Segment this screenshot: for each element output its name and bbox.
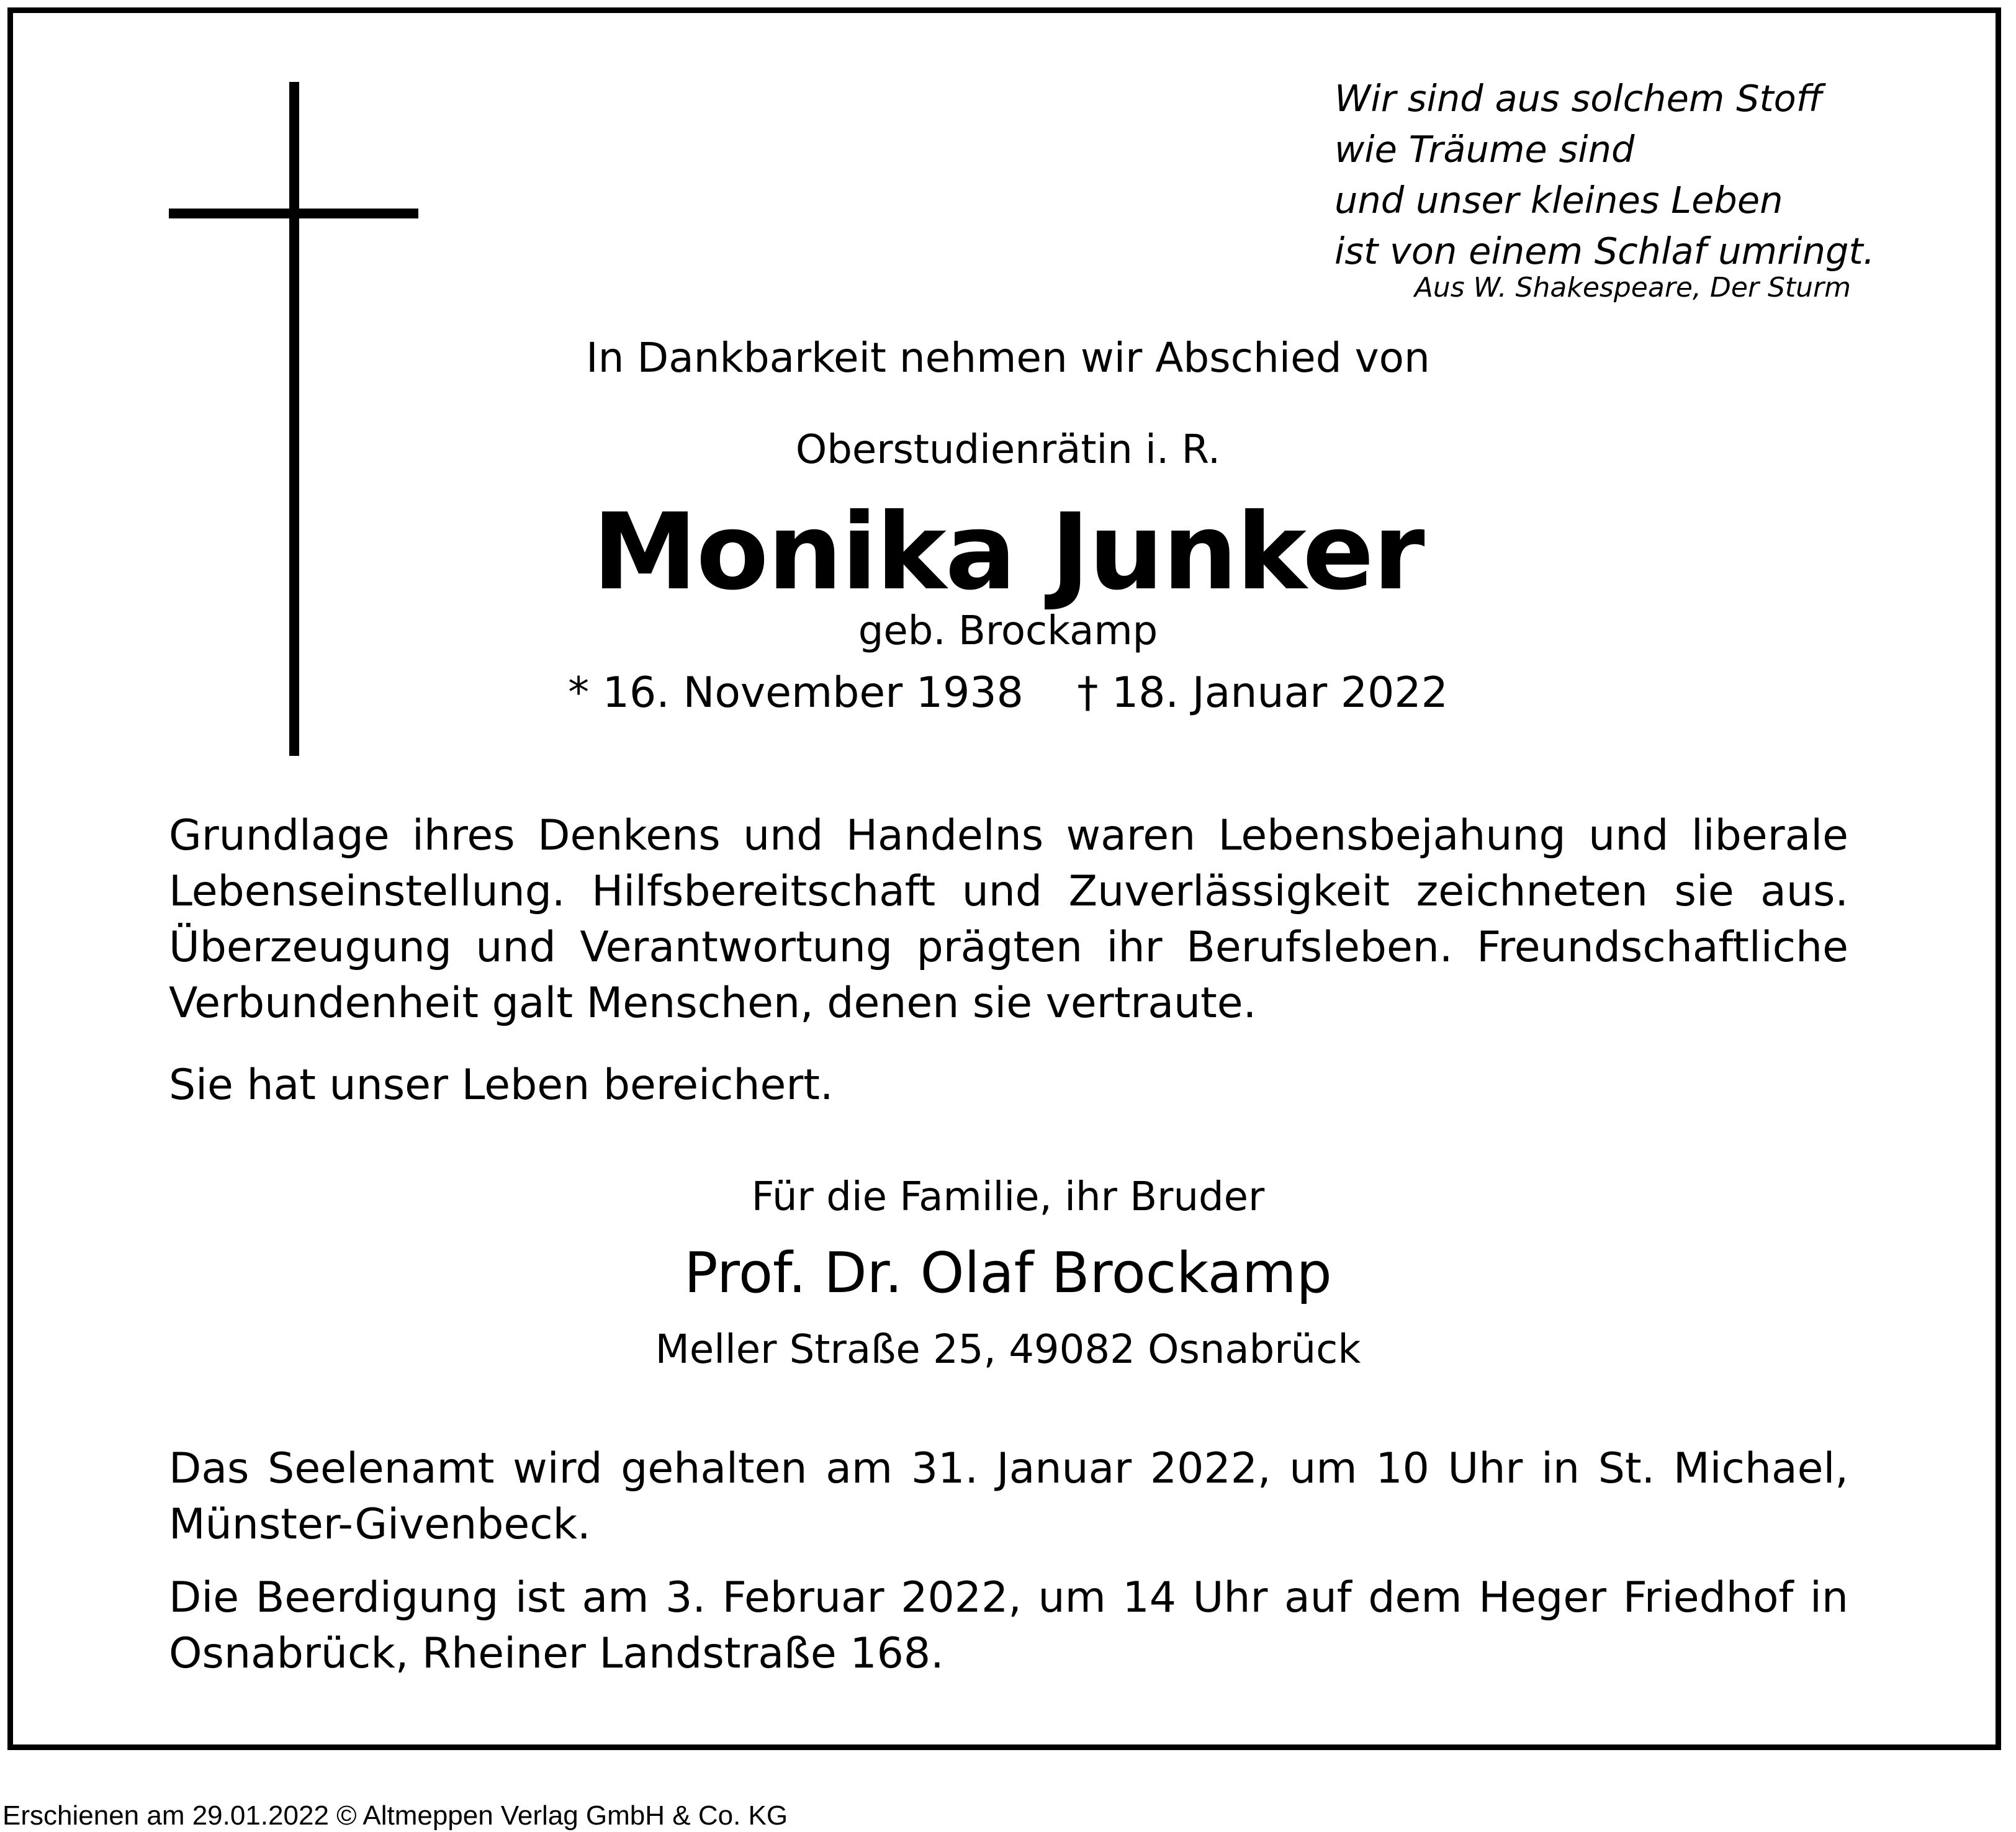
tribute-closing: Sie hat unser Leben bereichert. xyxy=(169,1061,834,1110)
birth-name: geb. Brockamp xyxy=(858,608,1158,654)
signer-name: Prof. Dr. Olaf Brockamp xyxy=(684,1241,1332,1306)
cross-icon-horizontal xyxy=(169,209,418,218)
requiem-info: Das Seelenamt wird gehalten am 31. Januar 2022, um 10 Uhr in St. Michael, Münster-Givenbeck. xyxy=(169,1444,1848,1549)
quote-line: Wir sind aus solchem Stoff xyxy=(1334,77,1823,120)
signer-address: Meller Straße 25, 49082 Osnabrück xyxy=(655,1327,1361,1373)
quote-source: Aus W. Shakespeare, Der Sturm xyxy=(1414,272,1851,303)
farewell-intro: In Dankbarkeit nehmen wir Abschied von xyxy=(586,334,1430,382)
shakespeare-quote xyxy=(1334,73,1893,277)
publication-footer: Erschienen am 29.01.2022 © Altmeppen Verlag GmbH & Co. KG xyxy=(2,1800,788,1831)
burial-info: Die Beerdigung ist am 3. Februar 2022, um 14 Uhr auf dem Heger Friedhof in Osnabrück, Rheiner Landstraße 168. xyxy=(169,1573,1848,1678)
quote-line: ist von einem Schlaf umringt. xyxy=(1334,230,1875,272)
quote-line: und unser kleines Leben xyxy=(1334,179,1783,222)
life-dates: * 16. November 1938 † 18. Januar 2022 xyxy=(568,668,1448,717)
deceased-title: Oberstudienrätin i. R. xyxy=(795,427,1221,473)
deceased-name: Monika Junker xyxy=(592,491,1424,614)
quote-line: wie Träume sind xyxy=(1334,128,1635,171)
family-intro: Für die Familie, ihr Bruder xyxy=(751,1174,1265,1220)
tribute-paragraph: Grundlage ihres Denkens und Handelns waren Lebensbejahung und liberale Lebenseinstellung. Hilfsbereitschaft und Zuverlässigkeit zeichneten sie aus. Überzeugung und Verantwortung prägten ihr Berufsleben. Freundschaftliche Verbundenheit galt Menschen, denen sie vertraute. xyxy=(169,811,1848,1028)
